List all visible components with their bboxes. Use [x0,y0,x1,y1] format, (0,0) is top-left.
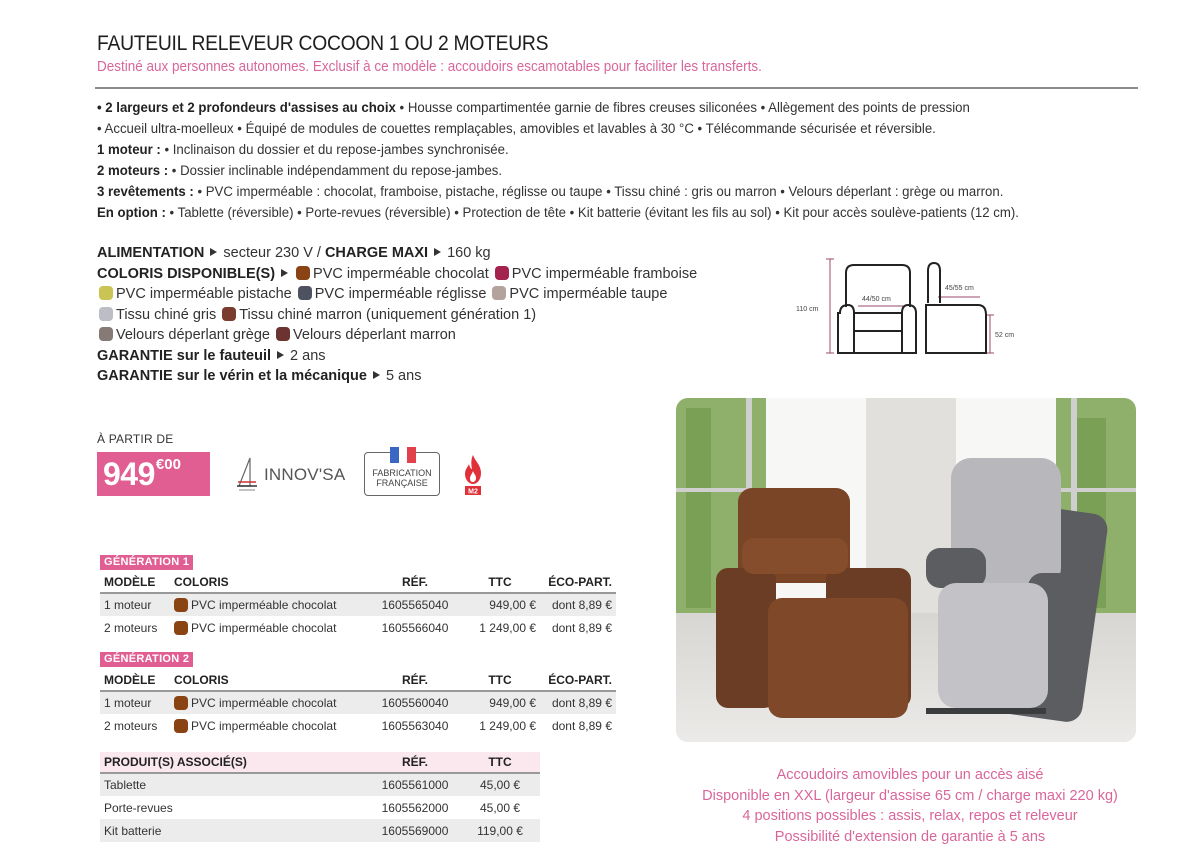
color-swatch-reglisse [298,286,312,300]
cell-ttc: 949,00 € [460,691,540,714]
spec-label: CHARGE MAXI [324,245,429,261]
cell-eco: dont 8,89 € [551,620,612,635]
cell-ref: 1605569000 [370,819,460,842]
col-modele: MODÈLE [100,670,170,691]
feature-line [97,140,1083,161]
cell-ttc: 45,00 € [460,773,540,796]
feature-bold: 2 moteurs : [97,163,169,179]
cell-ref: 1605565040 [370,593,460,616]
feature-text: • Dossier inclinable indépendamment du repose-jambes. [168,163,503,179]
table-row [100,714,616,737]
innovsa-logo [236,456,345,494]
associated-products-table [100,752,540,842]
cell-ttc: 119,00 € [460,819,540,842]
price-cents: €00 [155,456,181,473]
col-eco: ÉCO-PART. [540,670,616,691]
cell-model: 2 moteurs [104,620,158,635]
color-swatch-pistache [99,286,113,300]
fabrication-francaise-badge [364,452,440,496]
color-name: PVC imperméable chocolat [191,718,337,733]
col-ttc: TTC [460,670,540,691]
feature-text: • Inclinaison du dossier et du repose-jambes synchronisée. [160,142,509,158]
color-name: Velours déperlant marron [293,327,456,343]
color-swatch-chocolat [174,621,188,635]
cell-ref: 1605563040 [381,718,449,733]
generation-1-badge: GÉNÉRATION 1 [100,555,193,570]
page-subtitle: Destiné aux personnes autonomes. Exclusif à ce modèle : accoudoirs escamotables pour faciliter les transferts. [97,59,762,75]
color-name: PVC imperméable framboise [511,265,698,282]
arrow-right-icon [210,248,217,256]
cell-color [170,691,370,714]
arrow-right-icon [373,371,380,379]
page-title: FAUTEUIL RELEVEUR COCOON 1 OU 2 MOTEURS [97,32,549,55]
color-swatch-chocolat [174,696,188,710]
feature-bold: • 2 largeurs et 2 profondeurs d'assises au choix [97,100,396,116]
cell-ref: 1605560040 [370,691,460,714]
caption-line: 4 positions possibles : assis, relax, repos et releveur [742,808,1078,824]
color-swatch-velours-marron [276,327,290,341]
cell-ttc: 949,00 € [460,593,540,616]
spec-coloris [97,264,697,285]
svg-text:M2: M2 [468,488,478,496]
col-coloris: COLORIS [170,572,370,593]
spec-value: 5 ans [385,368,422,384]
col-product: PRODUIT(S) ASSOCIÉ(S) [100,752,370,773]
feature-bold: En option : [97,205,166,221]
product-caption [660,765,1160,847]
caption-line: Disponible en XXL (largeur d'assise 65 cm / charge maxi 220 kg) [702,787,1118,804]
feature-bold: 3 revêtements : [97,184,194,200]
diagram-height-label: 110 cm [796,306,819,313]
feature-text: • Housse compartimentée garnie de fibres creuses siliconées • Allègement des points de pression [395,100,970,116]
spec-coloris-row [97,325,697,346]
fire-rating-icon [461,453,485,497]
table-row [100,691,616,714]
table-row [100,796,540,819]
feature-text: • Tablette (réversible) • Porte-revues (réversible) • Protection de tête • Kit batterie (évitant les fils au sol) • Kit pour accès soulève-patients (12 cm). [165,205,1019,221]
generation-2-badge: GÉNÉRATION 2 [100,652,193,667]
cell-product: Tablette [100,773,370,796]
arrow-right-icon [277,351,284,359]
specs-block [97,243,697,387]
spec-label: GARANTIE [97,368,173,384]
color-name: PVC imperméable chocolat [191,696,337,710]
color-name: Tissu chiné gris [116,306,217,323]
cell-color [170,616,370,639]
generation-2-table [100,670,616,737]
feature-text: • PVC imperméable : chocolat, framboise, pistache, réglisse ou taupe • Tissu chiné : gris ou marron • Velours déperlant : grège ou marron. [193,184,1004,200]
color-name: PVC imperméable taupe [509,286,668,302]
brand-name: INNOV'SA [264,465,346,484]
color-swatch-chocolat [174,598,188,612]
french-flag-icon [390,447,416,463]
color-swatch-grege [99,327,113,341]
cell-model: 2 moteurs [104,718,158,733]
spec-label: COLORIS DISPONIBLE(S) [97,265,276,282]
table-row [100,819,540,842]
spec-label: GARANTIE [97,347,173,364]
sail-icon [236,456,258,494]
cell-ref: 1605561000 [370,773,460,796]
cell-ttc: 1 249,00 € [479,718,536,733]
price-badge [97,452,210,496]
color-name: PVC imperméable pistache [116,286,292,302]
spec-alimentation [97,243,697,264]
table-header [100,752,540,773]
color-swatch-framboise [495,266,509,280]
spec-coloris-row [97,284,697,305]
col-ttc: TTC [460,572,540,593]
cell-eco: dont 8,89 € [551,718,612,733]
arrow-right-icon [434,248,441,256]
svg-text:45/55 cm: 45/55 cm [945,285,974,292]
generation-1-table [100,572,616,639]
cell-model: 1 moteur [100,593,170,616]
col-ttc: TTC [460,752,540,773]
col-ref: RÉF. [370,752,460,773]
cell-product: Porte-revues [104,800,173,815]
feature-text: • Accueil ultra-moelleux • Équipé de modules de couettes remplaçables, amovibles et lavables à 30 °C • Télécommande sécurisée et réversible. [97,121,936,137]
col-ref: RÉF. [370,670,460,691]
dimensions-diagram [790,253,1030,358]
cell-ttc: 1 249,00 € [479,620,536,635]
svg-text:44/50 cm: 44/50 cm [862,296,891,303]
color-name: Velours déperlant grège [116,327,270,343]
cell-ref: 1605566040 [381,620,449,635]
color-swatch-chocolat [296,266,310,280]
cell-ref: 1605562000 [381,800,449,815]
feature-line [97,161,1083,182]
caption-line: Possibilité d'extension de garantie à 5 ans [774,828,1046,845]
product-photo [676,398,1136,742]
spec-label: sur le fauteuil [172,347,272,364]
divider [95,87,1138,89]
cell-product: Kit batterie [100,819,370,842]
color-swatch-gris [99,307,113,321]
table-row [100,616,616,639]
cell-eco: dont 8,89 € [540,691,616,714]
spec-coloris-row [97,305,697,326]
table-header [100,670,616,691]
svg-text:52 cm: 52 cm [995,332,1015,339]
cell-color [170,714,370,737]
price-from-label: À PARTIR DE [97,432,174,446]
spec-value: 2 ans [290,347,326,364]
color-name: Tissu chiné marron (uniquement génération 1) [239,306,537,323]
spec-garantie-fauteuil [97,346,697,367]
arrow-right-icon [281,269,288,277]
feature-line [97,182,1083,203]
feature-bold: 1 moteur : [97,142,161,158]
caption-line: Accoudoirs amovibles pour un accès aisé [776,767,1044,783]
col-coloris: COLORIS [170,670,370,691]
cell-eco: dont 8,89 € [540,593,616,616]
col-modele: MODÈLE [100,572,170,593]
cell-model: 1 moteur [100,691,170,714]
armchairs-photo [676,398,1136,742]
price-main: 949 [103,456,155,492]
color-name: PVC imperméable chocolat [191,620,337,635]
col-ref: RÉF. [370,572,460,593]
feature-line [97,119,1083,140]
spec-value: secteur 230 V / [223,245,325,261]
feature-line [97,203,1083,224]
fab-line: FABRICATION [372,468,432,478]
table-row [100,593,616,616]
col-eco: ÉCO-PART. [540,572,616,593]
spec-label: ALIMENTATION [97,245,205,261]
color-swatch-chocolat [174,719,188,733]
table-row [100,773,540,796]
color-swatch-marron [222,307,236,321]
cell-color [170,593,370,616]
spec-garantie-verin [97,366,697,387]
table-header [100,572,616,593]
fab-line: FRANÇAISE [376,478,428,488]
features-list [97,98,1083,224]
cell-ttc: 45,00 € [479,800,521,815]
color-name: PVC imperméable chocolat [313,265,489,282]
color-swatch-taupe [492,286,506,300]
feature-line [97,98,1083,119]
spec-label: sur le vérin et la mécanique [172,368,367,384]
color-name: PVC imperméable réglisse [314,286,487,302]
spec-value: 160 kg [447,245,491,261]
color-name: PVC imperméable chocolat [191,598,337,612]
